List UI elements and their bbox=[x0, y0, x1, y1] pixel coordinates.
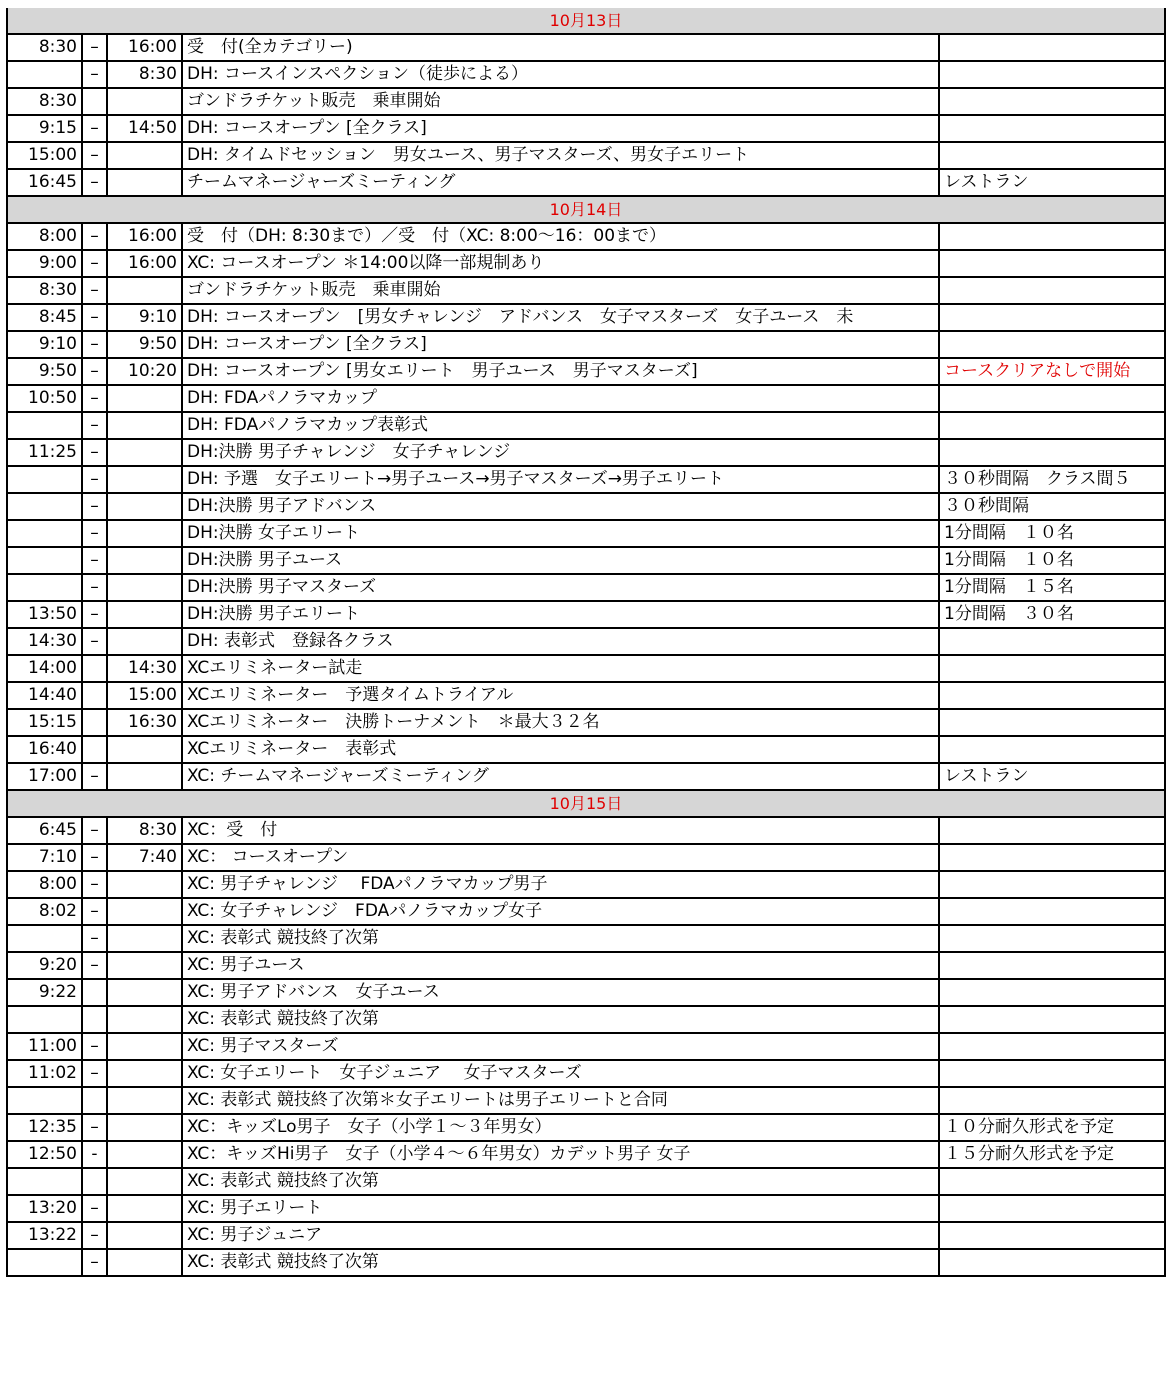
end-time: 16:30 bbox=[107, 709, 182, 736]
event-note: 1分間隔 ３０名 bbox=[939, 601, 1165, 628]
event-note: １５分耐久形式を予定 bbox=[939, 1141, 1165, 1168]
range-dash: – bbox=[82, 412, 107, 439]
start-time: 9:10 bbox=[7, 331, 82, 358]
event-note bbox=[939, 682, 1165, 709]
end-time bbox=[107, 1168, 182, 1195]
event-description: XC: 男子エリート bbox=[182, 1195, 939, 1222]
start-time: 12:35 bbox=[7, 1114, 82, 1141]
schedule-row bbox=[7, 34, 1165, 61]
event-description: 受 付(全カテゴリー) bbox=[182, 34, 939, 61]
range-dash: – bbox=[82, 250, 107, 277]
event-note bbox=[939, 979, 1165, 1006]
schedule-row bbox=[7, 817, 1165, 844]
range-dash bbox=[82, 682, 107, 709]
event-note: レストラン bbox=[939, 763, 1165, 790]
end-time bbox=[107, 871, 182, 898]
start-time bbox=[7, 574, 82, 601]
start-time: 15:00 bbox=[7, 142, 82, 169]
event-description: 受 付（DH: 8:30まで）／受 付（XC: 8:00〜16：00まで） bbox=[182, 223, 939, 250]
start-time: 11:25 bbox=[7, 439, 82, 466]
range-dash: – bbox=[82, 466, 107, 493]
event-description: XC：キッズLo男子 女子（小学１〜３年男女） bbox=[182, 1114, 939, 1141]
end-time bbox=[107, 979, 182, 1006]
range-dash bbox=[82, 1087, 107, 1114]
schedule-row bbox=[7, 1222, 1165, 1249]
end-time: 9:50 bbox=[107, 331, 182, 358]
event-description: XC： コースオープン bbox=[182, 844, 939, 871]
range-dash: – bbox=[82, 115, 107, 142]
schedule-row bbox=[7, 223, 1165, 250]
schedule-row bbox=[7, 250, 1165, 277]
schedule-row bbox=[7, 1141, 1165, 1168]
range-dash: – bbox=[82, 61, 107, 88]
event-description: XCエリミネーター 表彰式 bbox=[182, 736, 939, 763]
end-time bbox=[107, 1222, 182, 1249]
schedule-row bbox=[7, 142, 1165, 169]
event-note bbox=[939, 304, 1165, 331]
end-time: 14:30 bbox=[107, 655, 182, 682]
event-note bbox=[939, 412, 1165, 439]
schedule-row bbox=[7, 493, 1165, 520]
start-time bbox=[7, 493, 82, 520]
day-header: 10月13日 bbox=[7, 8, 1165, 34]
range-dash: – bbox=[82, 439, 107, 466]
start-time: 9:15 bbox=[7, 115, 82, 142]
event-note bbox=[939, 385, 1165, 412]
day-header-row bbox=[7, 790, 1165, 817]
start-time: 15:15 bbox=[7, 709, 82, 736]
day-header: 10月14日 bbox=[7, 196, 1165, 223]
schedule-row bbox=[7, 61, 1165, 88]
end-time: 15:00 bbox=[107, 682, 182, 709]
range-dash: – bbox=[82, 925, 107, 952]
range-dash: – bbox=[82, 601, 107, 628]
schedule-row bbox=[7, 871, 1165, 898]
event-description: DH: コースインスペクション（徒歩による） bbox=[182, 61, 939, 88]
event-note: ３０秒間隔 bbox=[939, 493, 1165, 520]
end-time bbox=[107, 1033, 182, 1060]
schedule-row bbox=[7, 1060, 1165, 1087]
event-note bbox=[939, 952, 1165, 979]
start-time bbox=[7, 1087, 82, 1114]
range-dash: – bbox=[82, 763, 107, 790]
start-time: 8:45 bbox=[7, 304, 82, 331]
event-description: DH: コースオープン [全クラス] bbox=[182, 115, 939, 142]
end-time bbox=[107, 493, 182, 520]
start-time: 9:00 bbox=[7, 250, 82, 277]
start-time bbox=[7, 1006, 82, 1033]
start-time: 8:02 bbox=[7, 898, 82, 925]
schedule-row bbox=[7, 763, 1165, 790]
event-note bbox=[939, 1033, 1165, 1060]
range-dash: – bbox=[82, 1114, 107, 1141]
schedule-row bbox=[7, 358, 1165, 385]
event-description: XC: 女子チャレンジ FDAパノラマカップ女子 bbox=[182, 898, 939, 925]
range-dash: – bbox=[82, 898, 107, 925]
start-time: 8:00 bbox=[7, 223, 82, 250]
event-note bbox=[939, 898, 1165, 925]
event-note bbox=[939, 34, 1165, 61]
start-time: 14:40 bbox=[7, 682, 82, 709]
day-header: 10月15日 bbox=[7, 790, 1165, 817]
event-note bbox=[939, 817, 1165, 844]
event-description: DH:決勝 男子マスターズ bbox=[182, 574, 939, 601]
schedule-row bbox=[7, 547, 1165, 574]
schedule-row bbox=[7, 898, 1165, 925]
start-time: 8:30 bbox=[7, 277, 82, 304]
end-time: 10:20 bbox=[107, 358, 182, 385]
range-dash: – bbox=[82, 817, 107, 844]
end-time bbox=[107, 736, 182, 763]
end-time bbox=[107, 547, 182, 574]
range-dash: – bbox=[82, 1222, 107, 1249]
schedule-row bbox=[7, 1168, 1165, 1195]
range-dash: – bbox=[82, 223, 107, 250]
start-time: 8:30 bbox=[7, 88, 82, 115]
start-time: 9:22 bbox=[7, 979, 82, 1006]
start-time bbox=[7, 61, 82, 88]
event-note bbox=[939, 142, 1165, 169]
schedule-row bbox=[7, 1033, 1165, 1060]
end-time: 7:40 bbox=[107, 844, 182, 871]
start-time: 11:00 bbox=[7, 1033, 82, 1060]
range-dash: – bbox=[82, 1249, 107, 1276]
schedule-row bbox=[7, 466, 1165, 493]
end-time bbox=[107, 385, 182, 412]
end-time bbox=[107, 1195, 182, 1222]
event-description: XC：受 付 bbox=[182, 817, 939, 844]
end-time bbox=[107, 1087, 182, 1114]
range-dash: – bbox=[82, 304, 107, 331]
end-time bbox=[107, 898, 182, 925]
range-dash: – bbox=[82, 358, 107, 385]
start-time: 13:20 bbox=[7, 1195, 82, 1222]
schedule-row bbox=[7, 952, 1165, 979]
end-time: 16:00 bbox=[107, 223, 182, 250]
schedule-row bbox=[7, 1114, 1165, 1141]
range-dash: – bbox=[82, 1033, 107, 1060]
end-time bbox=[107, 925, 182, 952]
event-note: 1分間隔 １５名 bbox=[939, 574, 1165, 601]
start-time: 10:50 bbox=[7, 385, 82, 412]
end-time: 8:30 bbox=[107, 817, 182, 844]
event-note: 1分間隔 １０名 bbox=[939, 520, 1165, 547]
schedule-row bbox=[7, 574, 1165, 601]
range-dash: – bbox=[82, 547, 107, 574]
range-dash bbox=[82, 1168, 107, 1195]
end-time bbox=[107, 1006, 182, 1033]
event-description: XC: 男子マスターズ bbox=[182, 1033, 939, 1060]
schedule-row bbox=[7, 979, 1165, 1006]
end-time bbox=[107, 88, 182, 115]
day-header-row bbox=[7, 8, 1165, 34]
event-description: DH:決勝 男子チャレンジ 女子チャレンジ bbox=[182, 439, 939, 466]
schedule-row bbox=[7, 1006, 1165, 1033]
range-dash: – bbox=[82, 493, 107, 520]
end-time bbox=[107, 1249, 182, 1276]
range-dash: – bbox=[82, 628, 107, 655]
start-time bbox=[7, 1249, 82, 1276]
start-time: 7:10 bbox=[7, 844, 82, 871]
schedule-row bbox=[7, 1195, 1165, 1222]
end-time bbox=[107, 628, 182, 655]
event-note: コースクリアなしで開始 bbox=[939, 358, 1165, 385]
event-note bbox=[939, 115, 1165, 142]
event-note bbox=[939, 736, 1165, 763]
end-time: 16:00 bbox=[107, 250, 182, 277]
end-time: 16:00 bbox=[107, 34, 182, 61]
schedule-row bbox=[7, 412, 1165, 439]
range-dash: – bbox=[82, 34, 107, 61]
start-time: 9:50 bbox=[7, 358, 82, 385]
schedule-row bbox=[7, 169, 1165, 196]
start-time: 8:00 bbox=[7, 871, 82, 898]
schedule-row bbox=[7, 520, 1165, 547]
start-time: 17:00 bbox=[7, 763, 82, 790]
event-description: XC: 男子アドバンス 女子ユース bbox=[182, 979, 939, 1006]
start-time: 16:40 bbox=[7, 736, 82, 763]
event-note bbox=[939, 1222, 1165, 1249]
event-description: XC: 表彰式 競技終了次第 bbox=[182, 1168, 939, 1195]
end-time bbox=[107, 466, 182, 493]
event-description: DH: FDAパノラマカップ bbox=[182, 385, 939, 412]
end-time bbox=[107, 763, 182, 790]
end-time bbox=[107, 1141, 182, 1168]
range-dash: – bbox=[82, 574, 107, 601]
range-dash: – bbox=[82, 844, 107, 871]
event-note bbox=[939, 655, 1165, 682]
event-description: XC: 表彰式 競技終了次第 bbox=[182, 1249, 939, 1276]
event-note: １０分耐久形式を予定 bbox=[939, 1114, 1165, 1141]
schedule-row bbox=[7, 439, 1165, 466]
start-time: 13:22 bbox=[7, 1222, 82, 1249]
end-time bbox=[107, 574, 182, 601]
start-time: 6:45 bbox=[7, 817, 82, 844]
event-description: チームマネージャーズミーティング bbox=[182, 169, 939, 196]
schedule-row bbox=[7, 385, 1165, 412]
event-note bbox=[939, 1060, 1165, 1087]
event-note bbox=[939, 250, 1165, 277]
event-note bbox=[939, 1087, 1165, 1114]
range-dash bbox=[82, 655, 107, 682]
event-description: XC: 女子エリート 女子ジュニア 女子マスターズ bbox=[182, 1060, 939, 1087]
end-time bbox=[107, 277, 182, 304]
event-note bbox=[939, 61, 1165, 88]
range-dash: – bbox=[82, 952, 107, 979]
event-description: XC: 表彰式 競技終了次第＊女子エリートは男子エリートと合同 bbox=[182, 1087, 939, 1114]
range-dash: – bbox=[82, 142, 107, 169]
range-dash: – bbox=[82, 385, 107, 412]
schedule-row bbox=[7, 601, 1165, 628]
event-description: DH: 予選 女子エリート→男子ユース→男子マスターズ→男子エリート bbox=[182, 466, 939, 493]
end-time bbox=[107, 169, 182, 196]
event-description: DH: タイムドセッション 男女ユース、男子マスターズ、男女子エリート bbox=[182, 142, 939, 169]
event-note bbox=[939, 88, 1165, 115]
range-dash: - bbox=[82, 1141, 107, 1168]
range-dash bbox=[82, 1006, 107, 1033]
range-dash: – bbox=[82, 871, 107, 898]
event-description: DH: 表彰式 登録各クラス bbox=[182, 628, 939, 655]
schedule-row bbox=[7, 277, 1165, 304]
start-time: 14:00 bbox=[7, 655, 82, 682]
event-description: XC：キッズHi男子 女子（小学４〜６年男女）カデット男子 女子 bbox=[182, 1141, 939, 1168]
event-description: DH: コースオープン [男女エリート 男子ユース 男子マスターズ] bbox=[182, 358, 939, 385]
end-time bbox=[107, 1114, 182, 1141]
event-note bbox=[939, 1168, 1165, 1195]
schedule-row bbox=[7, 925, 1165, 952]
start-time: 13:50 bbox=[7, 601, 82, 628]
start-time: 11:02 bbox=[7, 1060, 82, 1087]
event-description: XC: 男子ユース bbox=[182, 952, 939, 979]
event-note bbox=[939, 871, 1165, 898]
event-note bbox=[939, 1006, 1165, 1033]
end-time: 8:30 bbox=[107, 61, 182, 88]
schedule-row bbox=[7, 736, 1165, 763]
end-time bbox=[107, 520, 182, 547]
event-description: XCエリミネーター試走 bbox=[182, 655, 939, 682]
start-time: 9:20 bbox=[7, 952, 82, 979]
event-description: XC: コースオープン ＊14:00以降一部規制あり bbox=[182, 250, 939, 277]
event-note bbox=[939, 277, 1165, 304]
start-time bbox=[7, 1168, 82, 1195]
range-dash bbox=[82, 709, 107, 736]
end-time bbox=[107, 412, 182, 439]
start-time bbox=[7, 412, 82, 439]
range-dash: – bbox=[82, 1195, 107, 1222]
start-time bbox=[7, 547, 82, 574]
end-time bbox=[107, 439, 182, 466]
schedule-row bbox=[7, 655, 1165, 682]
schedule-table bbox=[6, 8, 1166, 1277]
event-description: ゴンドラチケット販売 乗車開始 bbox=[182, 88, 939, 115]
event-description: DH: コースオープン [男女チャレンジ アドバンス 女子マスターズ 女子ユース 未 bbox=[182, 304, 939, 331]
event-description: DH: コースオープン [全クラス] bbox=[182, 331, 939, 358]
end-time bbox=[107, 1060, 182, 1087]
event-note bbox=[939, 331, 1165, 358]
end-time bbox=[107, 142, 182, 169]
end-time bbox=[107, 601, 182, 628]
range-dash: – bbox=[82, 277, 107, 304]
schedule-row bbox=[7, 88, 1165, 115]
start-time: 8:30 bbox=[7, 34, 82, 61]
range-dash: – bbox=[82, 169, 107, 196]
schedule-row bbox=[7, 331, 1165, 358]
event-description: XCエリミネーター 決勝トーナメント ＊最大３２名 bbox=[182, 709, 939, 736]
schedule-row bbox=[7, 709, 1165, 736]
event-note bbox=[939, 439, 1165, 466]
event-description: XC: 表彰式 競技終了次第 bbox=[182, 1006, 939, 1033]
event-description: ゴンドラチケット販売 乗車開始 bbox=[182, 277, 939, 304]
end-time: 14:50 bbox=[107, 115, 182, 142]
schedule-row bbox=[7, 844, 1165, 871]
schedule-row bbox=[7, 628, 1165, 655]
event-note: ３０秒間隔 クラス間５ bbox=[939, 466, 1165, 493]
schedule-row bbox=[7, 1087, 1165, 1114]
event-note bbox=[939, 628, 1165, 655]
schedule-body bbox=[7, 8, 1165, 1276]
event-note: 1分間隔 １０名 bbox=[939, 547, 1165, 574]
end-time: 9:10 bbox=[107, 304, 182, 331]
event-description: DH:決勝 女子エリート bbox=[182, 520, 939, 547]
start-time bbox=[7, 520, 82, 547]
event-note bbox=[939, 1195, 1165, 1222]
event-description: XC: 表彰式 競技終了次第 bbox=[182, 925, 939, 952]
event-description: DH: FDAパノラマカップ表彰式 bbox=[182, 412, 939, 439]
range-dash: – bbox=[82, 1060, 107, 1087]
event-description: XC: 男子ジュニア bbox=[182, 1222, 939, 1249]
schedule-row bbox=[7, 682, 1165, 709]
event-note bbox=[939, 709, 1165, 736]
event-description: XCエリミネーター 予選タイムトライアル bbox=[182, 682, 939, 709]
day-header-row bbox=[7, 196, 1165, 223]
schedule-row bbox=[7, 115, 1165, 142]
start-time bbox=[7, 925, 82, 952]
start-time: 16:45 bbox=[7, 169, 82, 196]
start-time: 14:30 bbox=[7, 628, 82, 655]
range-dash: – bbox=[82, 331, 107, 358]
range-dash: – bbox=[82, 520, 107, 547]
end-time bbox=[107, 952, 182, 979]
event-description: DH:決勝 男子アドバンス bbox=[182, 493, 939, 520]
event-description: XC: 男子チャレンジ FDAパノラマカップ男子 bbox=[182, 871, 939, 898]
event-note bbox=[939, 223, 1165, 250]
event-description: DH:決勝 男子エリート bbox=[182, 601, 939, 628]
range-dash bbox=[82, 979, 107, 1006]
range-dash bbox=[82, 736, 107, 763]
schedule-row bbox=[7, 304, 1165, 331]
event-note bbox=[939, 844, 1165, 871]
event-description: DH:決勝 男子ユース bbox=[182, 547, 939, 574]
start-time: 12:50 bbox=[7, 1141, 82, 1168]
range-dash bbox=[82, 88, 107, 115]
start-time bbox=[7, 466, 82, 493]
schedule-row bbox=[7, 1249, 1165, 1276]
event-note bbox=[939, 925, 1165, 952]
event-description: XC: チームマネージャーズミーティング bbox=[182, 763, 939, 790]
event-note bbox=[939, 1249, 1165, 1276]
event-note: レストラン bbox=[939, 169, 1165, 196]
